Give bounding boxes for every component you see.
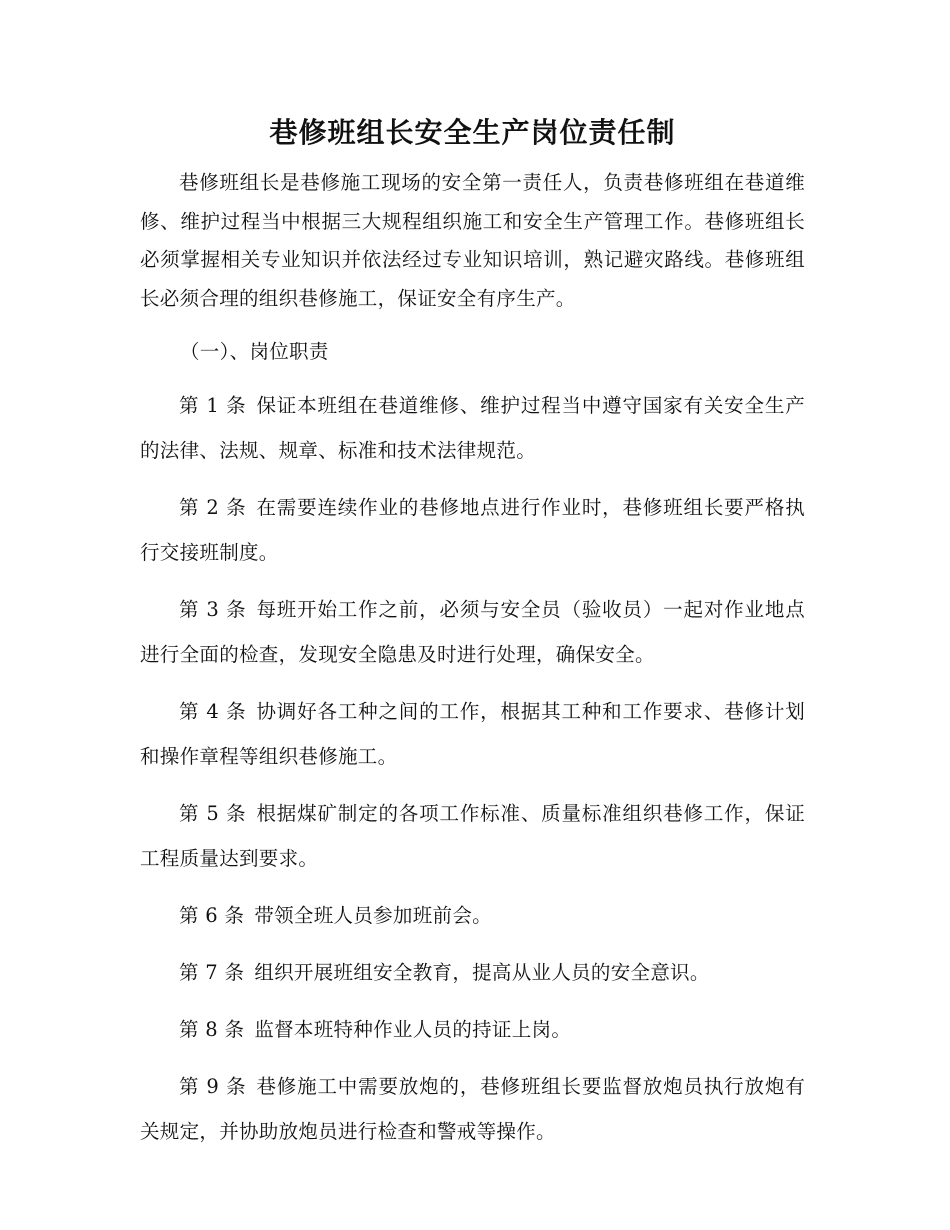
article-text: 带领全班人员参加班前会。 (254, 904, 492, 927)
article-text: 协调好各工种之间的工作，根据其工种和工作要求、巷修计划和操作章程等组织巷修施工。 (140, 700, 805, 768)
article-number: 第 1 条 (179, 394, 247, 417)
article-5 (140, 791, 805, 881)
article-number: 第 8 条 (179, 1018, 245, 1041)
article-number: 第 6 条 (179, 904, 245, 927)
section-heading: （一）、岗位职责 (180, 340, 329, 363)
article-number: 第 9 条 (179, 1075, 247, 1098)
article-number: 第 7 条 (179, 961, 245, 984)
article-text: 监督本班特种作业人员的持证上岗。 (254, 1018, 572, 1041)
article-text: 根据煤矿制定的各项工作标准、质量标准组织巷修工作，保证工程质量达到要求。 (140, 802, 805, 870)
article-text: 每班开始工作之前，必须与安全员（验收员）一起对作业地点进行全面的检查，发现安全隐患及时进行处理，确保安全。 (140, 598, 805, 666)
article-text: 保证本班组在巷道维修、维护过程当中遵守国家有关安全生产的法律、法规、规章、标准和技术法律规范。 (140, 394, 805, 462)
article-number: 第 2 条 (179, 496, 247, 519)
article-2 (140, 485, 805, 575)
article-number: 第 4 条 (179, 700, 247, 723)
article-7 (140, 950, 805, 995)
article-text: 巷修施工中需要放炮的，巷修班组长要监督放炮员执行放炮有关规定，并协助放炮员进行检查和警戒等操作。 (140, 1075, 805, 1143)
article-3 (140, 587, 805, 677)
article-8 (140, 1007, 805, 1052)
article-4 (140, 689, 805, 779)
article-text: 在需要连续作业的巷修地点进行作业时，巷修班组长要严格执行交接班制度。 (140, 496, 805, 564)
document-title: 巷修班组长安全生产岗位责任制 (269, 116, 676, 149)
intro-paragraph: 巷修班组长是巷修施工现场的安全第一责任人，负责巷修班组在巷道维修、维护过程当中根据三大规程组织施工和安全生产管理工作。巷修班组长必须掌握相关专业知识并依法经过专业知识培训，熟记避灾路线。巷修班组长必须合理的组织巷修施工，保证安全有序生产。 (140, 171, 805, 310)
article-number: 第 3 条 (179, 598, 247, 621)
article-number: 第 5 条 (179, 802, 247, 825)
article-text: 组织开展班组安全教育，提高从业人员的安全意识。 (254, 961, 710, 984)
article-6 (140, 893, 805, 938)
document-page (140, 108, 805, 1154)
article-1 (140, 383, 805, 473)
article-9 (140, 1064, 805, 1154)
